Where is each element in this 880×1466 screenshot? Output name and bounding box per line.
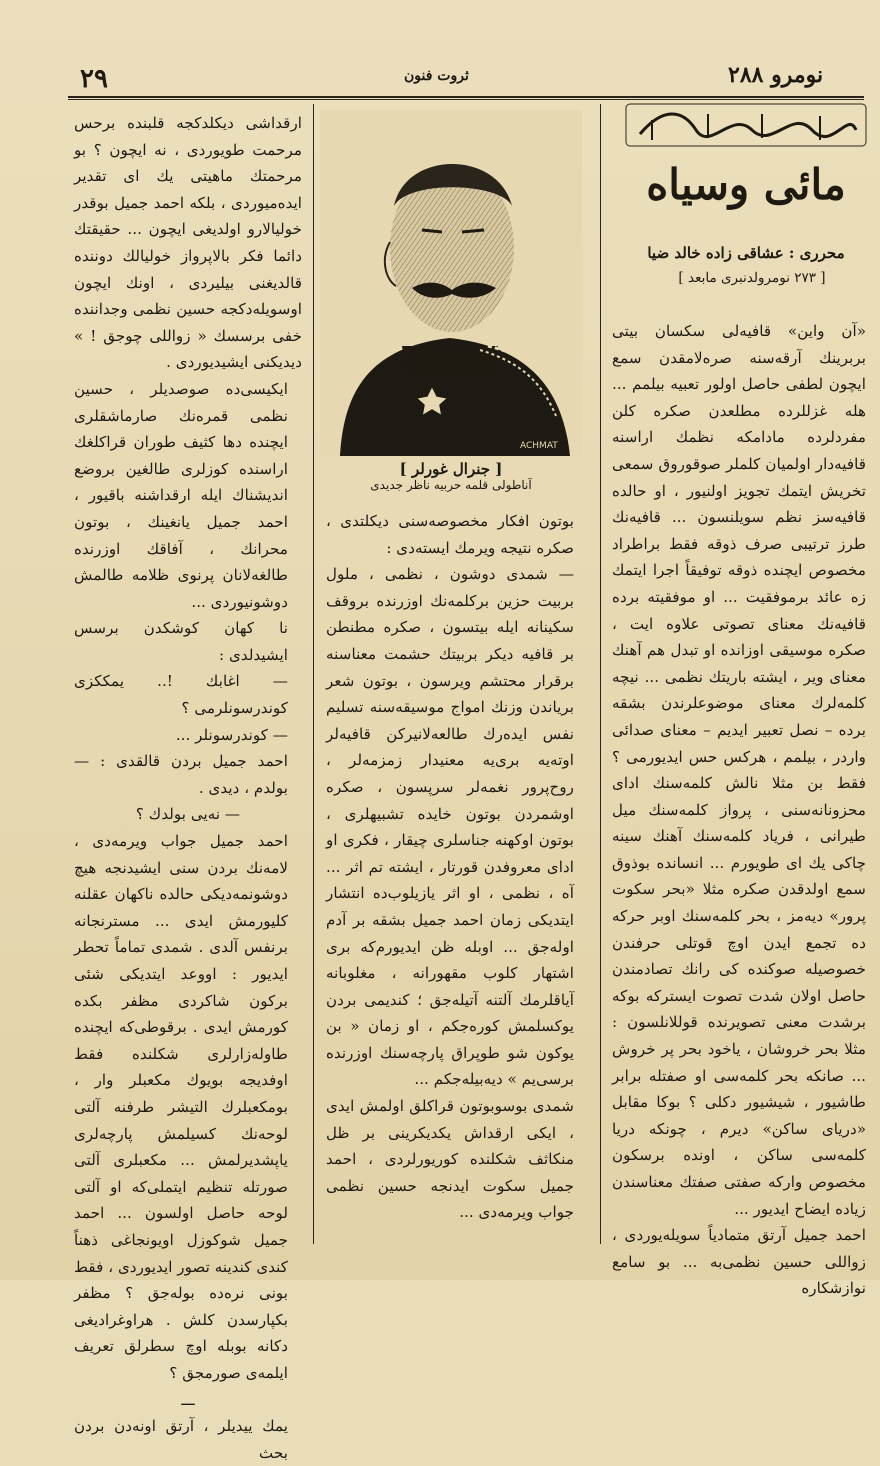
column-rule-right bbox=[600, 104, 601, 1244]
issue-number: نومرو ۲۸۸ bbox=[728, 62, 824, 88]
page-number: ۲۹ bbox=[80, 64, 108, 94]
column-left bbox=[74, 110, 302, 1462]
column-right bbox=[612, 318, 880, 1298]
paragraph: احمد جمیل آرتق متمادیاً سویله‌یوردی ، زواللی حسین نظمی‌به ... بو سامع نوازشکاره bbox=[612, 1226, 866, 1298]
portrait-engraving bbox=[320, 110, 582, 456]
paragraph: احمد جمیل بردن قالقدی : — بولدم ، دیدی . bbox=[74, 752, 288, 797]
magazine-name: ثروت فنون bbox=[404, 68, 469, 84]
caption-subtitle: آناطولی قلمه حربیه ناظر جدیدی bbox=[370, 478, 532, 492]
story-title: مائی وسیاه bbox=[646, 160, 846, 209]
paragraph: شمدی بوسوبوتون قراکلق اولمش ایدی ، ایکی ارقداش یکدیکرینی بر ظل منکاثف شکلنده کوریورلردی ، احمد جمیل سکوت ایدنجه حسین نظمی جواب ویرمه‌دی ... bbox=[326, 1097, 574, 1222]
masthead-text bbox=[612, 152, 880, 153]
paragraph: ایکیسی‌ده صوصدیلر ، حسین نظمی قمره‌نك صارماشقلری ایچنده دها کثیف طوران قراکلغك اراسنده کوزلری طالغین بروضع اندیشناك ایله ارقداشنه باقیور ، احمد جمیل یانغینك ، بوتون محرانك ، آفاقك اوزرنده طالغه‌لانان پرنوی ظلامه طالمش دوشونیوردی ... bbox=[74, 379, 288, 611]
continuation-note: [ ۲۷۳ نومرولدنبری مابعد ] bbox=[678, 270, 826, 286]
paragraph: — شمدی دوشون ، نظمی ، ملول بربیت حزین برکلمه‌نك اوزرنده بروقف سکینانه ایله بیتسون ، صکره مطنطن بر قافیه دیکر بربیتك حشمت معناسنه برقرار محتشم ویرسون ، بوتون شعر بریاندن وزنك امواج موسیقه‌سنه تسلیم نفس ایده‌رك طالعه‌لانیرکن قافیه‌لر اوته‌یه بری‌یه معنیدار زمزمه‌لر ، روح‌پرور نغمه‌لر سرپسون ، صکره اوشمردن بوتون خایده تشبیهلری ، بوتون اوکهنه جناسلری چیقار ، فکری او ادای معروفدن قورتار ، ایشته تم اثر ... آه ، نظمی ، او اثر یازیلوب‌ده انتشار ایتدیکی زمان احمد جمیل بشقه بر آدم اوله‌جق ... اوبله ظن ایدیورم‌که بری اشتهار کلوب مقهورانه ، مغلوبانه آیاقلرمك آلتنه آتیله‌جق ؛ کندیمی بردن یوکسلمش کوره‌جکم ، او زمان « بن یوکون شو طوپراق پارچه‌سنك اوزرنده برسی‌یم » دیه‌بیله‌جکم ... bbox=[326, 565, 574, 1089]
paragraph: یمك ییدیلر ، آرتق اونه‌دن بردن بحث bbox=[74, 1417, 288, 1462]
story-author: محرری : عشاقی زاده خالد ضیا bbox=[647, 244, 845, 262]
paragraph: — نه‌یی بولدك ؟ bbox=[135, 805, 241, 824]
portrait-caption bbox=[320, 460, 582, 492]
portrait-stamp: ACHMAT bbox=[520, 441, 558, 451]
column-rule-left bbox=[313, 104, 314, 1244]
column-middle bbox=[326, 508, 588, 1250]
paragraph: — اغابك !.. یمككزی کوندرسونلرمی ؟ bbox=[74, 672, 288, 718]
paragraph: ارقداشی دیکلدکجه قلبنده برحس مرحمت طویوردی ، نه ایچون ؟ بو مرحمتك ماهیتی یك ای تقدیر ایده‌میوردی ، بلکه احمد جمیل بوقدر خولیالارو اولدیغی ایچون ... حقیقتك دائما فکر بالاپرواز خولیالك دوننده قالدیغنی بیلیردی ، اونك ایچون اوسویله‌دکجه حسین نظمی وجداننده خفی برسسك « زواللی چوجق ! » دیدیکنی ایشیدیوردی . bbox=[74, 114, 302, 372]
section-divider: ـــ bbox=[181, 1390, 195, 1409]
paragraph: «آن واین» قافیه‌لی سکسان بیتی بربرینك آرقه‌سنه صره‌لامقدن سمع ایچون لطفی حاصل اولور تعبیه بیلمم ... هله غزللرده مطلعدن صکره کلن مفردلرده مادامکه نظمك اراسنه قافیه‌دار اولمیان کلملر صوقوروق سمعی تخریش ایتمك تجویز اولنیور ، او حالده قافیه‌سز نظم سویلنسون ... قافیه‌نك طرز ترتیبی صرف ذوقه فقط براطراد مخصوص ایچنده ذوقه توفیقاً اجرا ایتمك زه عائد برموفقیت ... او موفقیته برده قافیه‌نك معنای تصوتی علاوه ایت ، صکره موسیقی اوزانده او تبدل هم آهنك معنای ویر ، ایشته باریتك نظمی ... نیچه کلمه‌لرك معنای موضوعلرندن بشقه برده – نصل تعبیر ایدیم – معنای صدائی واردر ، بیلمم ، هرکس حس ایدیورمی ؟ فقط بن مثلا نالش کلمه‌سنك ادای محزونانه‌سنی ، پرواز کلمه‌سنك میل طیرانی ، فریاد کلمه‌سنك آهنك سینه چاکی یك ای طویورم ... انسانده بوذوق سمع اولدقدن صکره مثلا «بحر سکوت پرور» دیه‌مز ، بحر کلمه‌سنك اوبر حرکه ده تجمع ایدن اوچ قوتلی حرفندن خصوصیله صوکنده کی رانك تصادمندن حاصل اولان شدت تصوت ایسترکه بوکه برشدت معنی تصویرنده قوللانلسون : مثلا بحر خروشان ، یاخود بحر پر خروش ... صانکه بحر کلمه‌سی او صفتله برابر طاشیور ، شیشیور دکلی ؟ بوکا مقابل «دریای ساکن» دیرم ، چونکه دریا کلمه‌سی ساکن ، اونده برسکون مخصوص وارکه صفتی صفتك معناسندن زیاده ایضاح ایدیور ... bbox=[612, 322, 866, 1218]
paragraph: بوتون افکار مخصوصه‌سنی دیکلتدی ، صکره نتیجه ویرمك ایسته‌دی : bbox=[326, 512, 574, 557]
paragraph: نا کهان کوشکدن برسس ایشیدلدی : bbox=[74, 619, 288, 664]
paragraph: احمد جمیل جواب ویرمه‌دی ، لامه‌نك بردن سنی ایشیدنجه هیچ دوشونمه‌دیکی حالده ناکهان عقلنه کلیورمش ایدی ... مسترنجانه برنفس آلدی . شمدی تماماً تحطر ایدیور : اووعد ایتدیکی شئی برکون شاکردی مظفر بکده کورمش ایدی . برقوطی‌که ایچنده طاوله‌زارلری شکلنده فقط اوفدیجه بویوك مکعبلر وار ، بومکعبلرك التیشر طرفنه آلتی لوحه‌نك کسیلمش پارچه‌لری یاپشدیرلمش ... مکعبلری آلتی صورتله تنظیم ایتملی‌که او آلتی لوحه حاصل اولسون ... احمد جمیل شوکوزل اویونجاغی ذهناً کندی کندینه تصور ایدیوردی ، فقط بونی نره‌ده بوله‌جق ؟ مظفر بکپارسدن کلش . هراوغرادیغی دکانه بوبله اوچ سطرلق تعریف ایلمه‌ی صورمجق ؟ bbox=[74, 832, 288, 1382]
masthead-calligraphy bbox=[612, 100, 880, 152]
paragraph: — کوندرسونلر ... bbox=[175, 725, 288, 744]
header-rule bbox=[68, 96, 864, 98]
caption-title: [ جنرال غورلر ] bbox=[399, 460, 503, 478]
